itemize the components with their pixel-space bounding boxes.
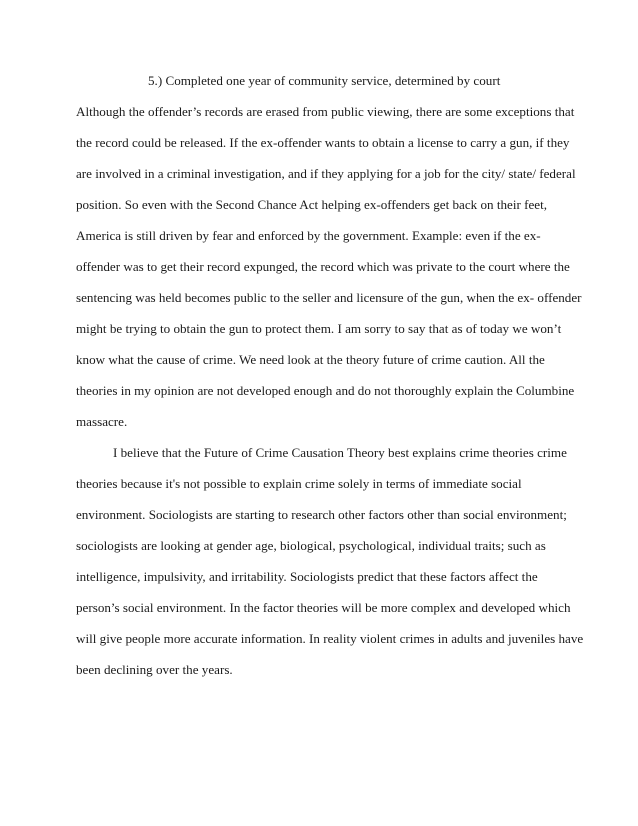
paragraph-line: theories because it's not possible to explain crime solely in terms of immediate social (76, 476, 522, 491)
paragraph-line: will give people more accurate information. In reality violent crimes in adults and juveniles have (76, 631, 584, 646)
paragraph-line: position. So even with the Second Chance Act helping ex-offenders get back on their feet, (76, 197, 548, 212)
paragraph-line: been declining over the years. (76, 662, 233, 677)
paragraph-line: intelligence, impulsivity, and irritability. Sociologists predict that these factors affect the (76, 569, 538, 584)
paragraph-line: America is still driven by fear and enforced by the government. Example: even if the ex- (76, 228, 541, 243)
paragraph-line: know what the cause of crime. We need look at the theory future of crime caution. All the (76, 352, 545, 367)
paragraph-line: Although the offender’s records are erased from public viewing, there are some exceptions that (76, 104, 575, 119)
paragraph-line: environment. Sociologists are starting to research other factors other than social environment; (76, 507, 567, 522)
paragraph-line: are involved in a criminal investigation, and if they applying for a job for the city/ state/ federal (76, 166, 576, 181)
paragraph-line: might be trying to obtain the gun to protect them. I am sorry to say that as of today we won’t (76, 321, 562, 336)
paragraph-line: I believe that the Future of Crime Causation Theory best explains crime theories crime (113, 445, 567, 460)
paragraph-line: massacre. (76, 414, 128, 429)
paragraph-line: the record could be released. If the ex-offender wants to obtain a license to carry a gun, if they (76, 135, 570, 150)
paragraph-line: sociologists are looking at gender age, biological, psychological, individual traits; such as (76, 538, 546, 553)
paragraph-line: offender was to get their record expunged, the record which was private to the court where the (76, 259, 570, 274)
paragraph-line: theories in my opinion are not developed enough and do not thoroughly explain the Columbine (76, 383, 575, 398)
paragraph-line: sentencing was held becomes public to the seller and licensure of the gun, when the ex- offender (76, 290, 582, 305)
list-item-5: 5.) Completed one year of community service, determined by court (148, 73, 501, 88)
paragraph-line: person’s social environment. In the factor theories will be more complex and developed which (76, 600, 571, 615)
